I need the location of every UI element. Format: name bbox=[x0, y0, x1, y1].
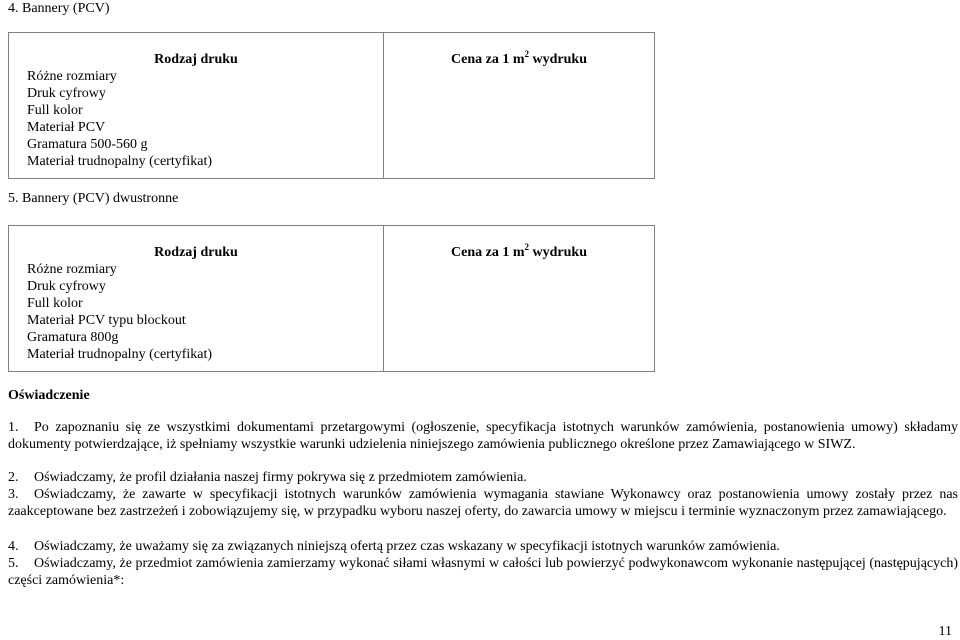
column-header-print-type: Rodzaj druku bbox=[154, 52, 238, 67]
price-header-suffix: wydruku bbox=[529, 245, 587, 260]
price-header-text: Cena za 1 m bbox=[451, 245, 525, 260]
declaration-text: Oświadczamy, że zawarte w specyfikacji istotnych warunków zamówienia wymagania stawiane Wykonawcy oraz postanowienia umowy zostały przez nas zaakceptowane bez zastrzeżeń i zobowiązujemy się, w przypadku wyboru naszej oferty, do zawarcia umowy w miejscu i terminie wyznaczonym przez zamawiającego. bbox=[8, 487, 958, 519]
declaration-item-2 bbox=[8, 469, 958, 486]
price-table-banners bbox=[8, 32, 655, 179]
table-row bbox=[9, 33, 655, 179]
spec-line: Druk cyfrowy bbox=[27, 86, 106, 101]
declaration-item-1 bbox=[8, 419, 958, 453]
declaration-text: Oświadczamy, że profil działania naszej firmy pokrywa się z przedmiotem zamówienia. bbox=[34, 470, 527, 485]
spec-line: Różne rozmiary bbox=[27, 262, 117, 277]
spec-line: Full kolor bbox=[27, 103, 83, 118]
price-cell bbox=[384, 33, 655, 179]
spec-line: Materiał trudnopalny (certyfikat) bbox=[27, 154, 213, 169]
spec-line: Druk cyfrowy bbox=[27, 279, 106, 294]
price-table-double-sided-banners bbox=[8, 225, 655, 372]
price-cell bbox=[384, 226, 655, 372]
spec-line: Full kolor bbox=[27, 296, 83, 311]
declaration-number: 3. bbox=[8, 487, 19, 502]
declaration-text: Oświadczamy, że uważamy się za związanych niniejszą ofertą przez czas wskazany w specyfikacji istotnych warunków zamówienia. bbox=[34, 539, 780, 554]
column-header-price bbox=[451, 49, 587, 67]
declaration-item-3 bbox=[8, 486, 958, 520]
print-type-cell bbox=[9, 226, 384, 372]
price-header-sup: 2 bbox=[524, 242, 530, 252]
declaration-text: Po zapoznaniu się ze wszystkimi dokumentami przetargowymi (ogłoszenie, specyfikacja istotnych warunków zamówienia, postanowienia umowy) składamy dokumenty potwierdzające, iż spełniamy wszystkie warunki udzielenia niniejszego zamówienia publicznego określone przez Zamawiającego w SIWZ. bbox=[8, 420, 958, 452]
declarations-title: Oświadczenie bbox=[8, 388, 90, 403]
column-header-print-type: Rodzaj druku bbox=[154, 245, 238, 260]
declaration-text: Oświadczamy, że przedmiot zamówienia zamierzamy wykonać siłami własnymi w całości lub powierzyć podwykonawcom wykonanie następującej (następujących) części zamówienia*: bbox=[8, 556, 958, 588]
declaration-number: 4. bbox=[8, 539, 19, 554]
spec-line: Materiał PCV bbox=[27, 120, 106, 135]
print-type-cell bbox=[9, 33, 384, 179]
spec-line: Gramatura 500-560 g bbox=[27, 137, 148, 152]
declaration-number: 1. bbox=[8, 420, 19, 435]
spec-line: Różne rozmiary bbox=[27, 69, 117, 84]
price-header-sup: 2 bbox=[524, 49, 530, 59]
section-5-heading: 5. Bannery (PCV) dwustronne bbox=[8, 191, 179, 206]
page-number: 11 bbox=[938, 624, 952, 639]
declaration-item-5 bbox=[8, 555, 958, 589]
price-header-suffix: wydruku bbox=[529, 52, 587, 67]
price-header-text: Cena za 1 m bbox=[451, 52, 525, 67]
spec-line: Gramatura 800g bbox=[27, 330, 119, 345]
spec-line: Materiał PCV typu blockout bbox=[27, 313, 186, 328]
column-header-price bbox=[451, 242, 587, 260]
declaration-number: 5. bbox=[8, 556, 19, 571]
declaration-item-4 bbox=[8, 538, 958, 555]
declaration-number: 2. bbox=[8, 470, 19, 485]
section-4-heading: 4. Bannery (PCV) bbox=[8, 1, 110, 16]
spec-line: Materiał trudnopalny (certyfikat) bbox=[27, 347, 213, 362]
table-row bbox=[9, 226, 655, 372]
